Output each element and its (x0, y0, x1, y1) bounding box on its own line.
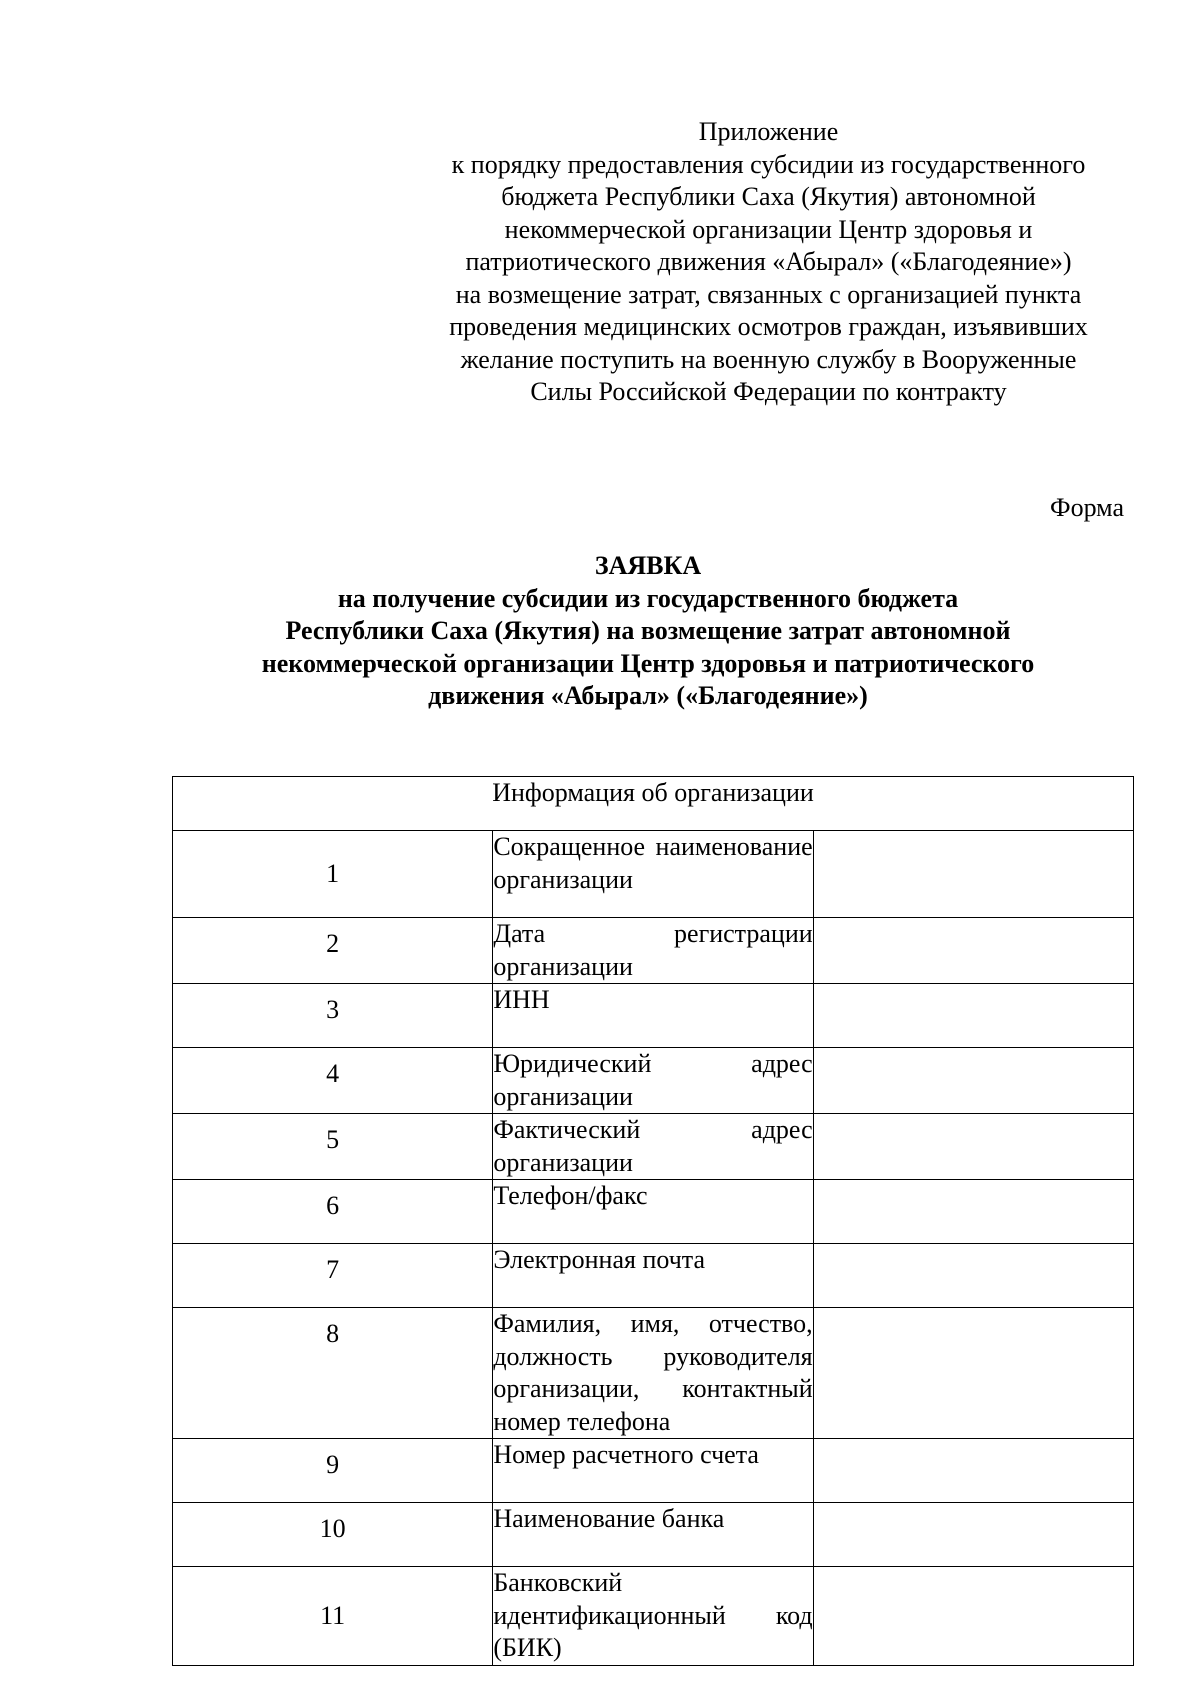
row-number: 10 (173, 1503, 493, 1567)
form-label: Форма (1050, 493, 1124, 522)
table-row (173, 1180, 1134, 1244)
table-row (173, 831, 1134, 918)
row-value-field[interactable] (813, 1503, 1133, 1567)
appendix-line: к порядку предоставления субсидии из государственного (451, 149, 1086, 179)
appendix-line: проведения медицинских осмотров граждан, изъявивших (449, 312, 1088, 341)
row-label: Дата регистрации организации (493, 918, 813, 984)
row-number: 8 (173, 1308, 493, 1439)
title-line: Республики Саха (Якутия) на возмещение затрат автономной (285, 616, 1011, 645)
row-value-field[interactable] (813, 1244, 1133, 1308)
row-number: 5 (173, 1114, 493, 1180)
table-row (173, 1439, 1134, 1503)
table-row (173, 1567, 1134, 1666)
row-number: 7 (173, 1244, 493, 1308)
appendix-line: бюджета Республики Саха (Якутия) автономной (501, 182, 1036, 211)
row-label: Номер расчетного счета (493, 1439, 813, 1503)
appendix-line: Приложение (698, 117, 839, 146)
row-number: 3 (173, 984, 493, 1048)
title-heading: ЗАЯВКА (594, 551, 702, 580)
row-number: 9 (173, 1439, 493, 1503)
document-title (0, 550, 1200, 713)
table-row (173, 984, 1134, 1048)
organization-info-table (172, 776, 1134, 1666)
row-value-field[interactable] (813, 1048, 1133, 1114)
table-row (173, 1308, 1134, 1439)
appendix-block (415, 116, 1122, 409)
row-label: Наименование банка (493, 1503, 813, 1567)
appendix-line: патриотического движения «Абырал» («Благодеяние») (465, 247, 1072, 276)
row-value-field[interactable] (813, 1180, 1133, 1244)
appendix-line: желание поступить на военную службу в Вооруженные (460, 344, 1077, 374)
row-value-field[interactable] (813, 1567, 1133, 1666)
row-label: Электронная почта (493, 1244, 813, 1308)
row-label: Фактический адрес организации (493, 1114, 813, 1180)
appendix-line: некоммерческой организации Центр здоровья и (504, 214, 1033, 244)
row-number: 1 (173, 831, 493, 918)
title-line: некоммерческой организации Центр здоровья и патриотического (261, 648, 1035, 678)
row-label: Сокращенное наименование организации (493, 831, 813, 918)
table-row (173, 1048, 1134, 1114)
table-row (173, 1114, 1134, 1180)
table-row (173, 1503, 1134, 1567)
row-number: 6 (173, 1180, 493, 1244)
table-row (173, 918, 1134, 984)
row-label: Банковский идентификационный код (БИК) (493, 1567, 813, 1666)
row-label: ИНН (493, 984, 813, 1048)
title-line: на получение субсидии из государственного бюджета (337, 583, 959, 613)
row-label: Телефон/факс (493, 1180, 813, 1244)
title-line: движения «Абырал» («Благодеяние») (428, 681, 868, 710)
row-value-field[interactable] (813, 1439, 1133, 1503)
row-number: 2 (173, 918, 493, 984)
row-value-field[interactable] (813, 831, 1133, 918)
row-value-field[interactable] (813, 918, 1133, 984)
table-row (173, 1244, 1134, 1308)
row-number: 4 (173, 1048, 493, 1114)
row-label: Юридический адрес организации (493, 1048, 813, 1114)
appendix-line: Силы Российской Федерации по контракту (530, 377, 1007, 406)
appendix-line: на возмещение затрат, связанных с организацией пункта (455, 279, 1082, 309)
row-value-field[interactable] (813, 1114, 1133, 1180)
row-label: Фамилия, имя, отчество, должность руководителя организации, контактный номер телефона (493, 1308, 813, 1439)
row-number: 11 (173, 1567, 493, 1666)
table-header: Информация об организации (173, 777, 1134, 831)
row-value-field[interactable] (813, 984, 1133, 1048)
row-value-field[interactable] (813, 1308, 1133, 1439)
